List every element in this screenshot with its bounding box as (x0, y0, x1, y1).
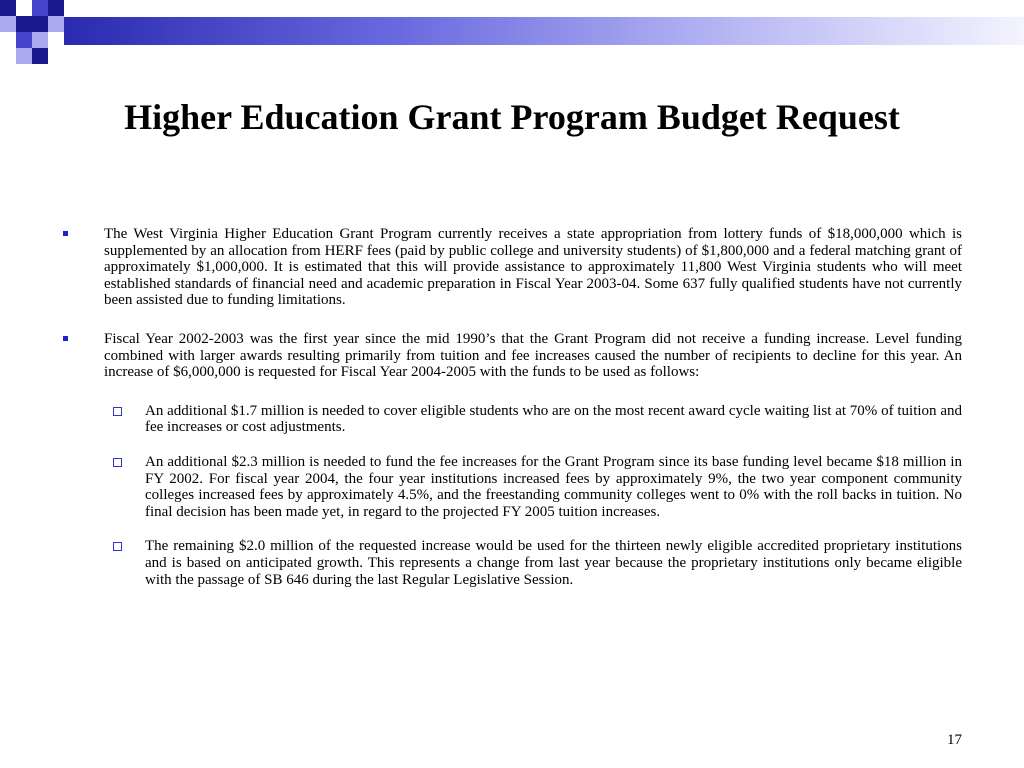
header-gradient-bar (64, 17, 1024, 45)
deco-square (16, 48, 32, 64)
deco-square (32, 32, 48, 48)
deco-square (32, 16, 48, 32)
sub-bullet-text: An additional $2.3 million is needed to fund the fee increases for the Grant Program since its base funding level became $18 million in FY 2002. For fiscal year 2004, the four year institutions increased fees by approximately 9%, the two year component community colleges increased fees by approximately 4.5%, and the freestanding community colleges went to 0% with the roll backs in tuition. No final decision has been made yet, in regard to the projected FY 2005 tuition increases. (145, 453, 962, 520)
hollow-square-bullet-icon (104, 403, 145, 436)
sub-bullet-item (62, 538, 962, 588)
sub-bullet-text: An additional $1.7 million is needed to cover eligible students who are on the most recent award cycle waiting list at 70% of tuition and fee increases or cost adjustments. (145, 402, 962, 436)
hollow-square-bullet-icon (104, 538, 145, 588)
deco-square (0, 0, 16, 16)
deco-square (16, 16, 32, 32)
sub-bullet-item (62, 403, 962, 436)
deco-square (0, 32, 16, 48)
header-decoration (0, 0, 1024, 64)
sub-bullet-item (62, 454, 962, 520)
bullet-item (62, 331, 962, 381)
sub-bullet-text: The remaining $2.0 million of the requested increase would be used for the thirteen newly eligible accredited proprietary institutions and is based on anticipated growth. This represents a change from last year because the proprietary institutions only became eligible with the passage of SB 646 during the last Regular Legislative Session. (145, 538, 962, 588)
bullet-text: The West Virginia Higher Education Grant Program currently receives a state appropriation from lottery funds of $18,000,000 which is supplemented by an allocation from HERF fees (paid by public college and university students) of $1,800,000 and a federal matching grant of approximately $1,000,000. It is estimated that this will provide assistance to approximately 11,800 West Virginia students who will meet established standards of financial need and academic preparation in Fiscal Year 2003-04. Some 637 fully qualified students have not currently been assisted due to funding limitations. (104, 226, 962, 309)
deco-square (16, 32, 32, 48)
square-bullet-icon (62, 331, 104, 381)
square-bullet-icon (62, 226, 104, 309)
hollow-square-bullet-icon (104, 454, 145, 520)
slide-content (62, 226, 962, 606)
deco-square (48, 0, 64, 16)
bullet-text: Fiscal Year 2002-2003 was the first year since the mid 1990’s that the Grant Program did not receive a funding increase. Level funding combined with larger awards resulting primarily from tuition and fee increases caused the number of recipients to decline for this year. An increase of $6,000,000 is requested for Fiscal Year 2004-2005 with the funds to be used as follows: (104, 330, 962, 381)
deco-square (32, 48, 48, 64)
slide-title: Higher Education Grant Program Budget Request (124, 97, 900, 137)
page-number: 17 (947, 732, 962, 748)
deco-square (0, 16, 16, 32)
deco-square (16, 0, 32, 16)
deco-square (48, 16, 64, 32)
deco-square (32, 0, 48, 16)
bullet-item (62, 226, 962, 309)
